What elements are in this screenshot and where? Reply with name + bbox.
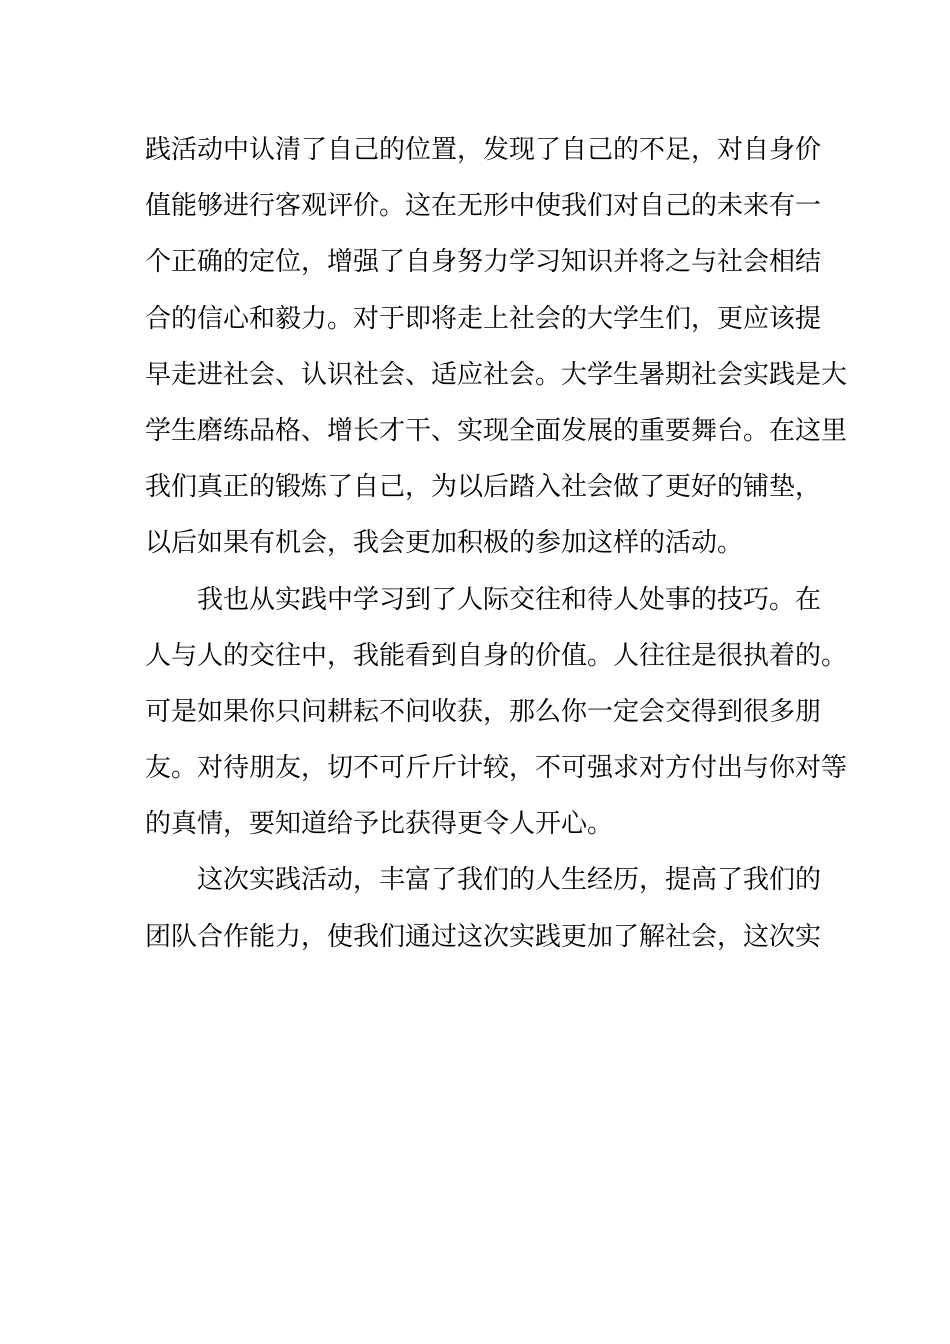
text-line: 践活动中认清了自己的位置，发现了自己的不足，对自身价 <box>145 135 822 165</box>
paragraph-start-line: 我也从实践中学习到了人际交往和待人处事的技巧。在 <box>197 584 822 615</box>
paragraph-end-line: 以后如果有机会，我会更加积极的参加这样的活动。 <box>145 528 744 559</box>
paragraph-end-line: 的真情，要知道给予比获得更令人开心。 <box>145 809 614 840</box>
paragraph-start-line: 这次实践活动，丰富了我们的人生经历，提高了我们的 <box>197 865 822 896</box>
text-line: 我们真正的锻炼了自己，为以后踏入社会做了更好的铺垫， <box>145 472 822 503</box>
text-line: 早走进社会、认识社会、适应社会。大学生暑期社会实践是大 <box>145 359 848 390</box>
text-line: 个正确的定位，增强了自身努力学习知识并将之与社会相结 <box>145 247 822 278</box>
text-line: 值能够进行客观评价。这在无形中使我们对自己的未来有一 <box>145 191 822 222</box>
body-text <box>145 128 848 971</box>
text-line: 合的信心和毅力。对于即将走上社会的大学生们，更应该提 <box>145 303 822 334</box>
text-line: 团队合作能力，使我们通过这次实践更加了解社会，这次实 <box>145 921 822 952</box>
text-line: 人与人的交往中，我能看到自身的价值。人往往是很执着的。 <box>145 640 848 671</box>
text-line: 友。对待朋友，切不可斤斤计较，不可强求对方付出与你对等 <box>145 753 848 784</box>
text-line: 学生磨练品格、增长才干、实现全面发展的重要舞台。在这里 <box>145 415 848 446</box>
text-line: 可是如果你只问耕耘不问收获，那么你一定会交得到很多朋 <box>145 696 822 727</box>
